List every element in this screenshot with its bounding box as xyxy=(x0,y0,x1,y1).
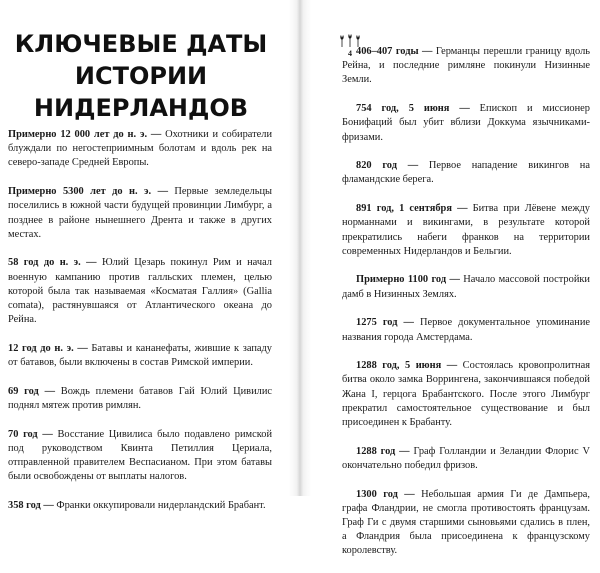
book-gutter xyxy=(289,0,311,496)
entry-text: Состоялась кровопролитная битва около замка Воррингена, закончившаяся победой Жана I, герцога Брабантского. После этого Лимбург прекратил самостоятельное существование и был присоединен к Брабанту. xyxy=(342,360,590,429)
entry-text: Германцы перешли границу вдоль Рейна, и последние римляне покинули Низинные Земли. xyxy=(342,46,590,86)
entry-date: 754 год, 5 июня — xyxy=(356,103,470,115)
timeline-entry xyxy=(342,102,590,145)
entry-text: Граф Голландии и Зеландии Флорис V окончательно победил фризов. xyxy=(342,445,591,471)
entry-date: Примерно 1100 год — xyxy=(356,274,460,286)
timeline-entry xyxy=(342,445,590,473)
entry-text: Первое нападение викингов на фламандские берега. xyxy=(342,160,590,186)
timeline-entry xyxy=(342,273,590,301)
timeline-entry xyxy=(8,385,272,413)
timeline-entry xyxy=(342,45,590,88)
chapter-title-line: ИСТОРИИ xyxy=(74,62,208,90)
entry-text: Битва при Лёвене между норманнами и викингами, в результате которой прекратились набеги франков на территории современных Нидерландов и Бельгии. xyxy=(342,203,590,257)
timeline-column-left xyxy=(8,128,272,528)
chapter-title xyxy=(10,28,272,124)
page-number: 4 xyxy=(348,49,352,58)
timeline-column-right xyxy=(342,45,590,573)
entry-text: Батавы и кананефаты, жившие к западу от батавов, были включены в состав Римской империи. xyxy=(8,342,272,369)
timeline-entry xyxy=(8,128,272,171)
entry-date: 69 год — xyxy=(8,385,55,397)
entry-text: Епископ и миссионер Бонифаций был убит вблизи Доккума язычниками-фризами. xyxy=(342,103,590,143)
entry-date: 58 год до н. э. — xyxy=(8,257,97,269)
chapter-title-line: КЛЮЧЕВЫЕ ДАТЫ xyxy=(14,30,268,58)
entry-date: 70 год — xyxy=(8,428,53,440)
timeline-entry xyxy=(8,499,272,513)
entry-text: Восстание Цивилиса было подавлено римской под руководством Квинта Петиллия Цериала, отправленной правителем Веспасианом. При этом батавы были освобождены от выплаты налогов. xyxy=(8,428,273,483)
entry-text: Первые земледельцы поселились в южной части будущей провинции Лимбург, а позднее в районе нынешнего Дрента и также в других местах. xyxy=(8,186,272,240)
timeline-entry xyxy=(8,342,272,370)
entry-text: Юлий Цезарь покинул Рим и начал военную кампанию против галльских племен, целью которой была так называемая «Косматая Галлия» (Gallia comata), растянувшаяся от Атлантического океана до Рейна. xyxy=(8,257,272,326)
timeline-entry xyxy=(342,359,590,430)
entry-date: 1288 год — xyxy=(356,445,410,457)
entry-date: 1288 год, 5 июня — xyxy=(356,360,458,372)
entry-date: 406–407 годы — xyxy=(356,46,433,57)
entry-date: 891 год, 1 сентября — xyxy=(356,203,468,215)
entry-date: 820 год — xyxy=(356,160,419,172)
timeline-entry xyxy=(342,488,590,559)
entry-date: 12 год до н. э. — xyxy=(8,342,88,354)
entry-date: 1300 год — xyxy=(356,488,415,500)
entry-text: Первое документальное упоминание названия города Амстердама. xyxy=(342,317,590,343)
timeline-entry xyxy=(342,159,590,187)
entry-text: Небольшая армия Ги де Дампьера, графа Фландрии, не смогла противостоять французам. Граф Ги с двумя старшими сыновьями сдались в плен, а Фландрия была присоединена к французскому королевству. xyxy=(342,488,590,557)
timeline-entry xyxy=(8,428,272,485)
timeline-entry xyxy=(8,256,272,327)
entry-text: Вождь племени батавов Гай Юлий Цивилис поднял мятеж против римлян. xyxy=(8,385,272,412)
entry-date: 1275 год — xyxy=(356,317,414,329)
chapter-title-line: НИДЕРЛАНДОВ xyxy=(33,94,249,122)
timeline-entry xyxy=(8,185,272,242)
entry-text: Начало массовой постройки дамб в Низинных Землях. xyxy=(342,274,590,300)
entry-date: Примерно 5300 лет до н. э. — xyxy=(8,186,168,198)
entry-date: Примерно 12 000 лет до н. э. — xyxy=(8,129,162,140)
timeline-entry xyxy=(342,316,590,344)
timeline-entry xyxy=(342,202,590,259)
entry-text: Франки оккупировали нидерландский Брабант. xyxy=(53,500,266,512)
left-page xyxy=(0,0,300,512)
entry-text: Охотники и собиратели блуждали по негостеприимным болотам и вдоль рек на северо-западе Средней Европы. xyxy=(8,129,273,169)
entry-date: 358 год — xyxy=(8,500,54,512)
